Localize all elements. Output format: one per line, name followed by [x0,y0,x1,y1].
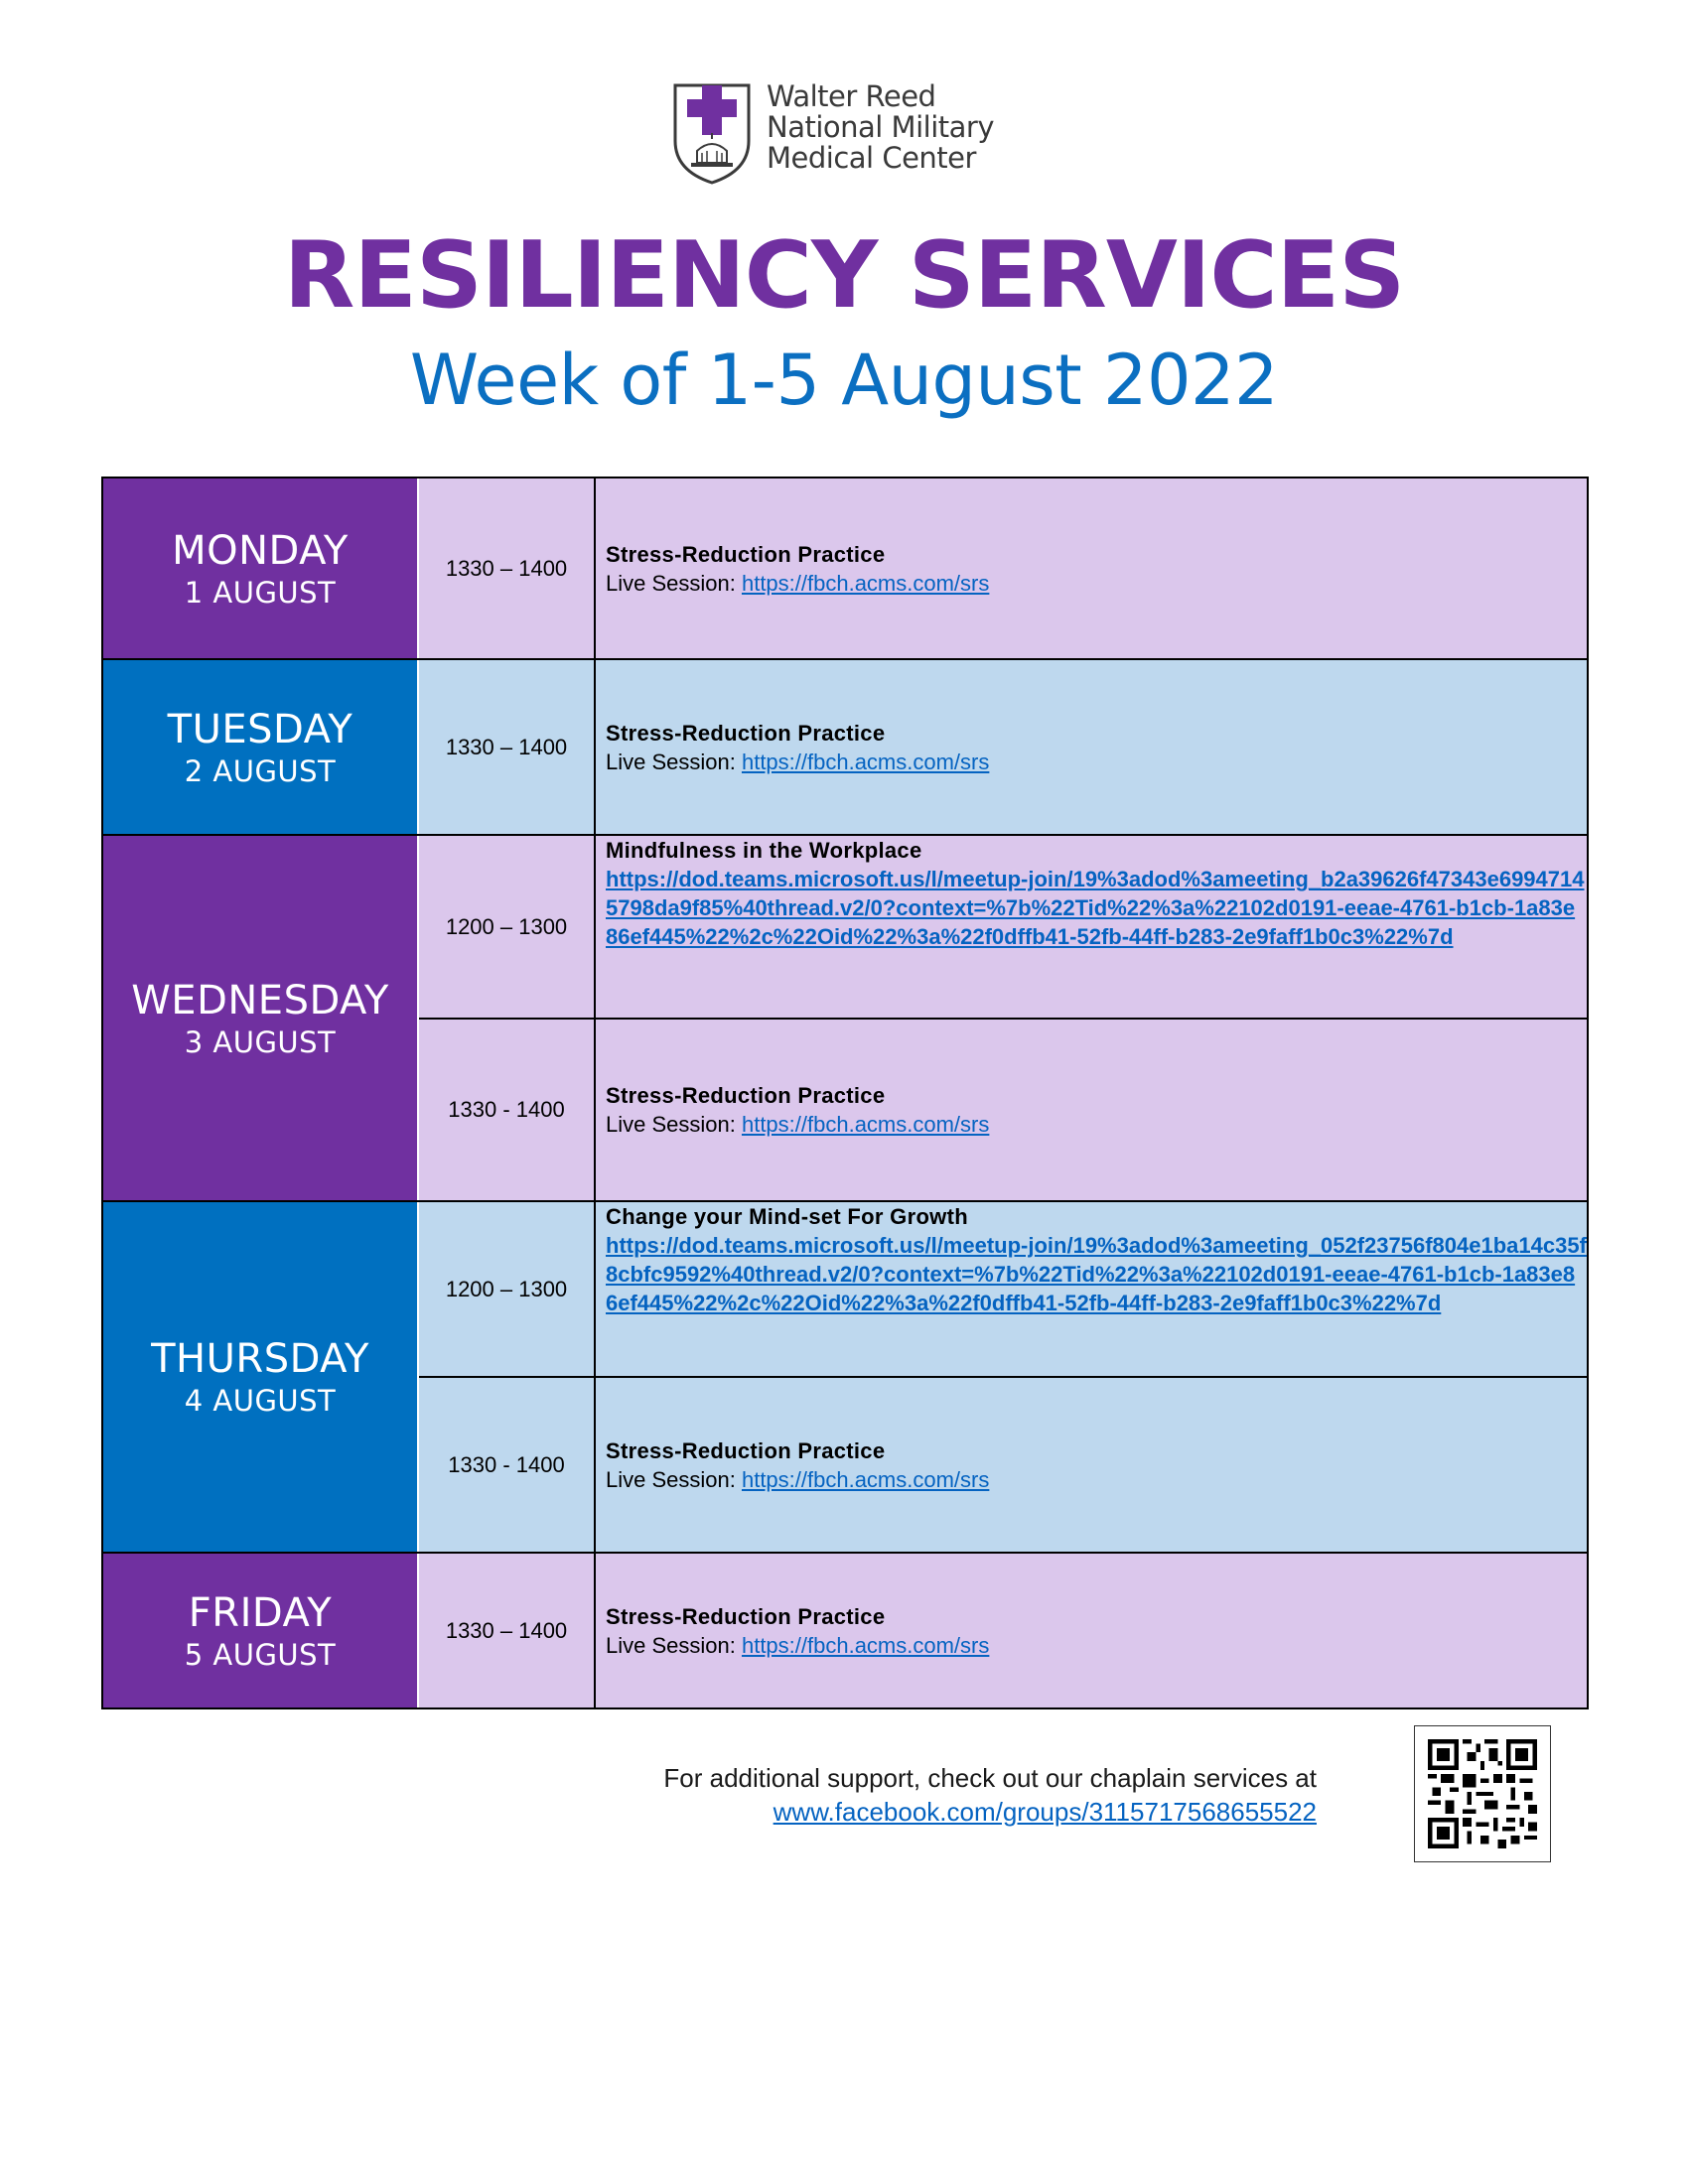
session-time: 1330 – 1400 [445,555,568,581]
day-date: 2 AUGUST [184,753,337,788]
session-time: 1200 – 1300 [445,913,568,939]
session-title: Stress-Reduction Practice [606,1603,886,1629]
day-name: FRIDAY [188,1589,333,1636]
session-time: 1200 – 1300 [445,1276,568,1301]
day-name: WEDNESDAY [131,977,389,1024]
live-session-label: Live Session: [606,1632,742,1658]
session-time: 1330 - 1400 [448,1451,565,1477]
session-link[interactable]: https://fbch.acms.com/srs [741,1466,990,1492]
session-details [606,1202,1587,1376]
session-title: Stress-Reduction Practice [606,720,886,746]
day-name: MONDAY [172,527,349,574]
session-row [419,1378,1587,1552]
session-title: Stress-Reduction Practice [606,1083,886,1108]
live-session-label: Live Session: [606,1112,742,1137]
session-row [419,1202,1587,1376]
session-title: Stress-Reduction Practice [606,1437,886,1463]
session-details [606,1378,1587,1552]
session-details [606,836,1587,1018]
schedule-table [101,477,1589,1709]
shield-cross-icon [671,79,753,187]
session-details [606,660,1587,834]
day-cell-tuesday [103,660,417,834]
day-name: THURSDAY [151,1336,369,1382]
walter-reed-logo [671,79,994,187]
live-session-label: Live Session: [606,749,742,774]
session-link[interactable]: https://fbch.acms.com/srs [741,1632,990,1658]
day-date: 1 AUGUST [184,575,337,610]
session-details [606,1554,1587,1707]
teams-meeting-link[interactable]: https://dod.teams.microsoft.us/l/meetup-join/19%3adod%3ameeting_b2a39626f47343e69947145798da9f85%40thread.v2/0?context=%7b%22Tid%22%3a%22102d0191-eeae-4761-b1cb-1a83e86ef445%22%2c%22Oid%22%3a%22f0dffb41-52fb-44ff-b283-2e9faff1b0c3%22%7d [606,867,1585,949]
session-title: Change your Mind-set For Growth [606,1204,968,1229]
session-link[interactable]: https://fbch.acms.com/srs [741,570,990,596]
logo-line: Medical Center [767,141,976,175]
session-row [419,1020,1587,1200]
live-session-label: Live Session: [606,570,742,596]
session-time: 1330 - 1400 [448,1097,565,1122]
logo-text [767,81,994,174]
day-cell-wednesday [103,836,417,1200]
session-details [606,1020,1587,1200]
logo-line: Walter Reed [767,79,936,113]
day-name: TUESDAY [167,706,353,752]
logo-line: National Military [767,110,994,144]
session-time: 1330 – 1400 [445,734,568,759]
session-link[interactable]: https://fbch.acms.com/srs [741,1112,990,1137]
day-cell-friday [103,1554,417,1707]
session-title: Stress-Reduction Practice [606,541,886,567]
page-subtitle: Week of 1-5 August 2022 [409,340,1279,421]
session-row [419,1554,1587,1707]
page-title: RESILIENCY SERVICES [283,221,1405,329]
day-date: 5 AUGUST [184,1637,337,1672]
day-date: 4 AUGUST [184,1384,337,1418]
day-cell-monday [103,478,417,658]
day-cell-thursday [103,1202,417,1552]
facebook-group-link[interactable]: www.facebook.com/groups/3115717568655522 [773,1797,1317,1827]
day-date: 3 AUGUST [184,1024,337,1059]
session-details [606,478,1587,658]
footer-text: For additional support, check out our chaplain services at [663,1763,1317,1793]
session-link[interactable]: https://fbch.acms.com/srs [741,749,990,774]
footer-support [663,1761,1317,1829]
qr-code-icon [1414,1725,1551,1862]
teams-meeting-link[interactable]: https://dod.teams.microsoft.us/l/meetup-join/19%3adod%3ameeting_052f23756f804e1ba14c35f8cbfc9592%40thread.v2/0?context=%7b%22Tid%22%3a%22102d0191-eeae-4761-b1cb-1a83e86ef445%22%2c%22Oid%22%3a%22f0dffb41-52fb-44ff-b283-2e9faff1b0c3%22%7d [606,1233,1587,1315]
session-row [419,660,1587,834]
session-title: Mindfulness in the Workplace [606,838,922,863]
session-row [419,836,1587,1018]
session-time: 1330 – 1400 [445,1617,568,1643]
session-row [419,478,1587,658]
live-session-label: Live Session: [606,1466,742,1492]
